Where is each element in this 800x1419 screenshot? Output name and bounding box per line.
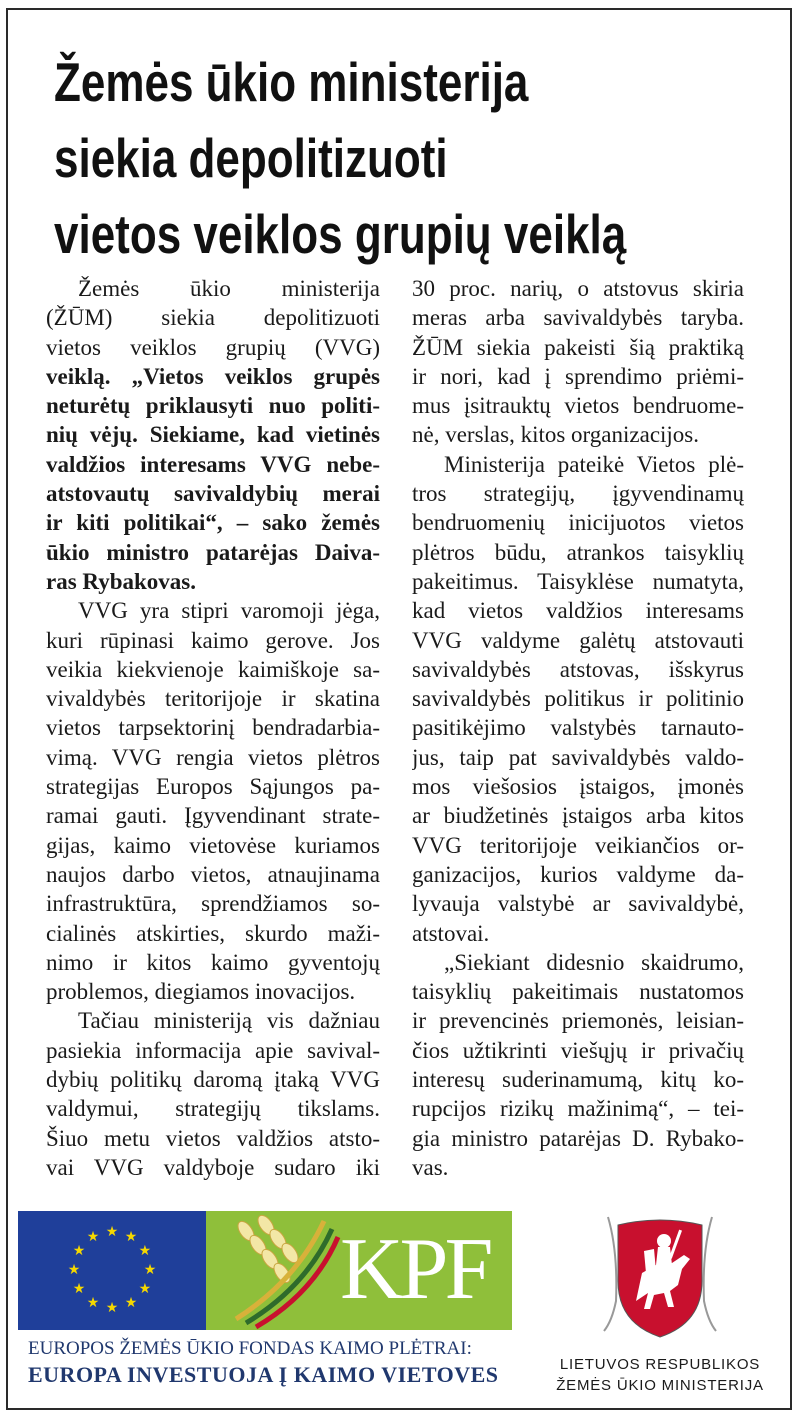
headline-line: siekia depolitizuoti: [54, 127, 448, 189]
article-line: kad vietos valdžios interesams: [412, 598, 744, 624]
article-line: lyvauja valstybė ar savivaldybė,: [412, 891, 744, 917]
article-line: mos viešosios įstaigos, įmonės: [412, 774, 744, 800]
article-line: ir kiti politikai“, – sako žemės: [46, 510, 380, 536]
article-line: gia ministro patarėjas D. Rybako-: [412, 1125, 744, 1151]
article-line: nimo ir kitos kaimo gyventojų: [46, 949, 380, 975]
article-line: VVG valdyme galėtų atstovauti: [412, 627, 744, 653]
article-line: atstovautų savivaldybių merai: [46, 481, 380, 507]
headline: [54, 44, 627, 272]
article-line: kuri rūpinasi kaimo gerove. Jos: [46, 627, 380, 653]
article-line: meras arba savivaldybės taryba.: [412, 305, 744, 331]
headline-line: Žemės ūkio ministerija: [54, 51, 529, 113]
article-line: problemos, diegiamos inovacijos.: [46, 979, 356, 1005]
article-line: vivaldybės teritorijoje ir skatina: [46, 686, 380, 712]
kpf-logo-text: KPF: [340, 1221, 490, 1318]
eu-star-icon: ★: [143, 1263, 157, 1278]
article-line: atstovai.: [412, 920, 490, 946]
article-line: cialinės atskirties, skurdo maži-: [46, 920, 380, 946]
coat-of-arms-icon: [598, 1211, 722, 1343]
eu-star-icon: ★: [105, 1301, 119, 1316]
article-line: naujos darbo vietos, atnaujinama: [46, 861, 380, 887]
eu-star-icon: ★: [67, 1263, 81, 1278]
headline-line: vietos veiklos grupių veiklą: [54, 203, 627, 265]
article-line: ir nori, kad į sprendimo priėmi-: [412, 363, 744, 389]
article-line: infrastruktūra, sprendžiamos so-: [46, 891, 380, 917]
article-line: neturėtų priklausyti nuo politi-: [46, 393, 380, 419]
eu-stars-icon: [18, 1211, 206, 1330]
article-line: pasiekia informacija apie savival-: [46, 1037, 380, 1063]
eu-flag-logo: [18, 1211, 206, 1330]
article-line: taisyklių pakeitimais nustatomos: [412, 979, 744, 1005]
article-line: (ŽŪM) siekia depolitizuoti: [46, 305, 380, 331]
article-line: ir prevencinės priemonės, leisian-: [412, 1008, 744, 1034]
article-line: nė, verslas, kitos organizacijos.: [412, 422, 700, 448]
eu-star-icon: ★: [105, 1225, 119, 1240]
eu-star-icon: ★: [86, 1295, 100, 1311]
article-line: nių vėjų. Siekiame, kad vietinės: [46, 422, 380, 448]
article-line: Tačiau ministeriją vis dažniau: [78, 1008, 380, 1034]
article-line: ŽŪM siekia pakeisti šią praktiką: [412, 334, 744, 360]
article-line: rupcijos rizikų mažinimą“, – tei-: [412, 1096, 744, 1122]
article-line: ar biudžetinės įstaigos arba kitos: [412, 803, 744, 829]
article-line: dybių politikų daromą įtaką VVG: [46, 1067, 380, 1093]
ministry-caption-line2: ŽEMĖS ŪKIO MINISTERIJA: [556, 1377, 764, 1394]
article-line: čios užtikrinti viešųjų ir privačių: [412, 1037, 744, 1063]
article-line: vietos veiklos grupių (VVG): [46, 334, 380, 360]
article-line: „Siekiant didesnio skaidrumo,: [444, 949, 744, 975]
article-line: strategijas Europos Sąjungos pa-: [46, 774, 380, 800]
article-line: bendruomenių inicijuotos vietos: [412, 510, 744, 536]
article-line: ganizacijos, kurios valdyme da-: [412, 861, 744, 887]
article-line: veikia kiekvienoje kaimiškoje sa-: [46, 656, 380, 682]
article-line: valdymui, strategijų tikslams.: [46, 1096, 380, 1122]
ministry-caption: [540, 1354, 780, 1396]
article-line: savivaldybės politikus ir politinio: [412, 686, 744, 712]
article-line: ramai gauti. Įgyvendinant strate-: [46, 803, 380, 829]
article-line: savivaldybės atstovas, išskyrus: [412, 656, 744, 682]
article-line: VVG yra stipri varomoji jėga,: [78, 598, 380, 624]
article-line: vai VVG valdyboje sudaro iki: [46, 1154, 380, 1180]
article-line: Žemės ūkio ministerija: [78, 276, 380, 301]
eu-star-icon: ★: [124, 1230, 138, 1246]
article-column-left: [46, 274, 380, 1182]
eu-star-icon: ★: [72, 1244, 86, 1259]
article-line: tros strategijų, įgyvendinamų: [412, 481, 744, 507]
article-line: 30 proc. narių, o atstovus skiria: [412, 276, 744, 301]
article-line: vimą. VVG rengia vietos plėtros: [46, 744, 380, 770]
article-column-right: [412, 274, 744, 1182]
article-line: ūkio ministro patarėjas Daiva-: [46, 539, 380, 565]
ministry-caption-line1: LIETUVOS RESPUBLIKOS: [559, 1356, 761, 1373]
eu-caption-line1: EUROPOS ŽEMĖS ŪKIO FONDAS KAIMO PLĖTRAI:: [28, 1338, 472, 1359]
article-line: gijas, kaimo vietovėse kuriamos: [46, 832, 380, 858]
eu-caption-line2: EUROPA INVESTUOJA Į KAIMO VIETOVES: [28, 1362, 499, 1387]
article-line: VVG teritorijoje veikiančios or-: [412, 832, 744, 858]
article-line: vietos tarpsektorinį bendradarbia-: [46, 715, 380, 741]
article-line: plėtros būdu, atrankos taisyklių: [412, 539, 744, 565]
article-line: ras Rybakovas.: [46, 568, 196, 594]
article-line: Ministerija pateikė Vietos plė-: [444, 451, 744, 477]
eu-star-icon: ★: [72, 1282, 86, 1297]
article-line: pasitikėjimo valstybės tarnauto-: [412, 715, 744, 741]
article-line: jus, taip pat savivaldybės valdo-: [412, 744, 744, 770]
eu-star-icon: ★: [138, 1282, 152, 1297]
eu-star-icon: ★: [124, 1295, 138, 1311]
article-line: mus įsitrauktų vietos bendruome-: [412, 393, 744, 419]
eu-star-icon: ★: [138, 1244, 152, 1259]
article-line: vas.: [412, 1154, 449, 1180]
article-line: veiklą. „Vietos veiklos grupės: [46, 363, 380, 389]
article-line: interesų suderinamumą, kitų ko-: [412, 1067, 744, 1093]
eu-star-icon: ★: [86, 1230, 100, 1246]
article-line: valdžios interesams VVG nebe-: [46, 451, 380, 477]
article-line: pakeitimus. Taisyklėse numatyta,: [412, 568, 744, 594]
article-line: Šiuo metu vietos valdžios atsto-: [46, 1125, 380, 1151]
